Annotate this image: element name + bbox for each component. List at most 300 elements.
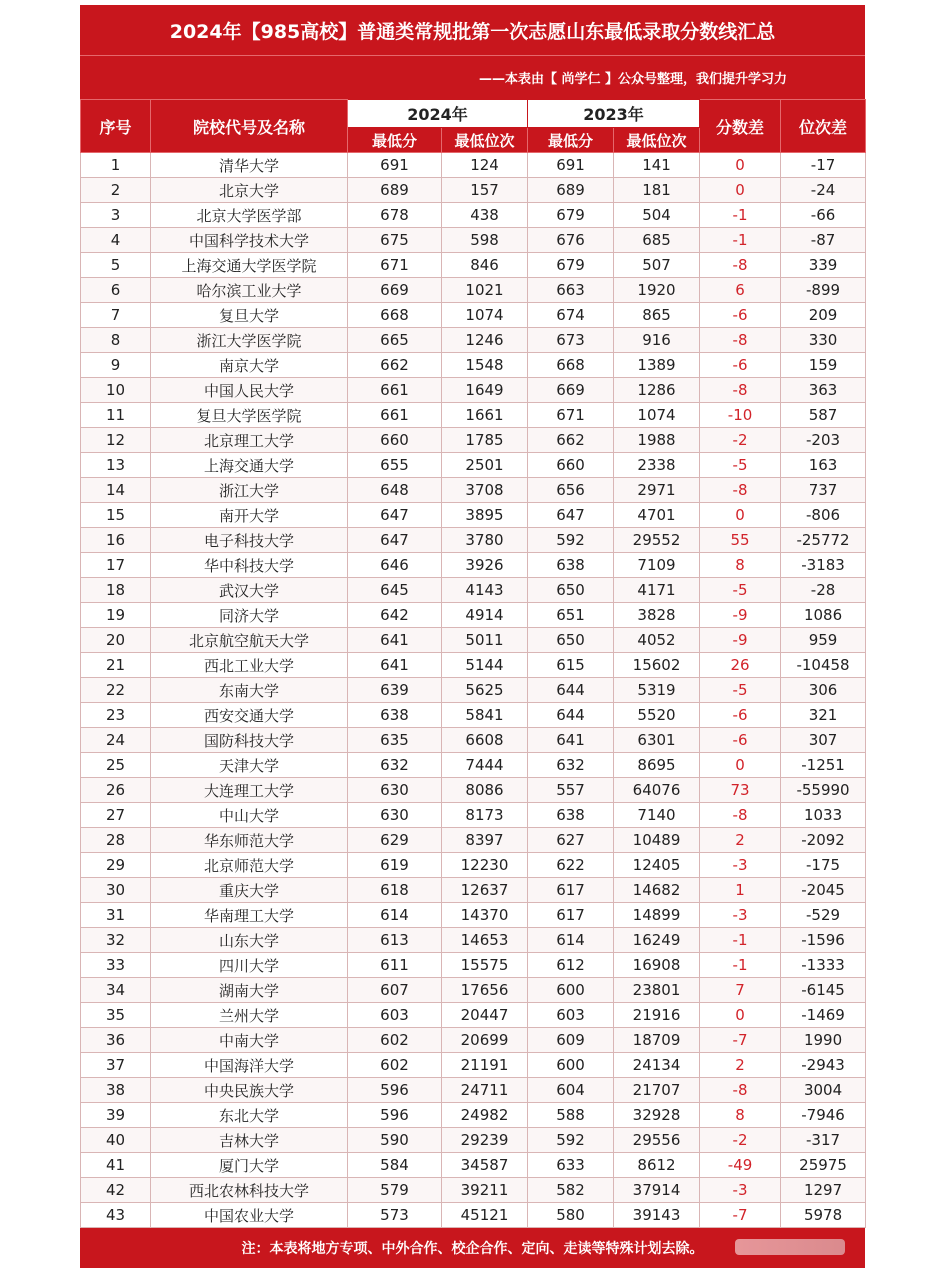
rank-diff: -25772: [781, 528, 866, 553]
min-rank-2024: 1661: [442, 403, 528, 428]
score-diff: 73: [700, 778, 781, 803]
min-score-2024: 635: [348, 728, 442, 753]
min-rank-2023: 5520: [614, 703, 700, 728]
row-index: 34: [81, 978, 151, 1003]
score-diff: -6: [700, 728, 781, 753]
min-score-2023: 615: [528, 653, 614, 678]
min-rank-2024: 8086: [442, 778, 528, 803]
min-rank-2023: 15602: [614, 653, 700, 678]
school-name: 山东大学: [151, 928, 348, 953]
score-diff: 0: [700, 503, 781, 528]
row-index: 26: [81, 778, 151, 803]
score-diff: -8: [700, 378, 781, 403]
school-name: 兰州大学: [151, 1003, 348, 1028]
min-rank-2024: 6608: [442, 728, 528, 753]
min-rank-2024: 438: [442, 203, 528, 228]
rank-diff: -55990: [781, 778, 866, 803]
score-diff: -2: [700, 428, 781, 453]
header-min-score-2023: 最低分: [528, 128, 614, 153]
min-rank-2023: 685: [614, 228, 700, 253]
min-score-2023: 674: [528, 303, 614, 328]
min-score-2023: 632: [528, 753, 614, 778]
min-rank-2023: 5319: [614, 678, 700, 703]
school-name: 北京大学: [151, 178, 348, 203]
school-name: 南京大学: [151, 353, 348, 378]
school-name: 中山大学: [151, 803, 348, 828]
min-rank-2023: 21707: [614, 1078, 700, 1103]
score-diff: -3: [700, 853, 781, 878]
school-name: 浙江大学医学院: [151, 328, 348, 353]
school-name: 华中科技大学: [151, 553, 348, 578]
min-rank-2023: 507: [614, 253, 700, 278]
table-row: [81, 303, 866, 328]
min-score-2024: 596: [348, 1103, 442, 1128]
min-score-2023: 609: [528, 1028, 614, 1053]
school-name: 湖南大学: [151, 978, 348, 1003]
min-score-2023: 641: [528, 728, 614, 753]
score-diff: -49: [700, 1153, 781, 1178]
table-row: [81, 278, 866, 303]
school-name: 北京大学医学部: [151, 203, 348, 228]
min-rank-2024: 39211: [442, 1178, 528, 1203]
min-score-2023: 592: [528, 528, 614, 553]
min-rank-2023: 2971: [614, 478, 700, 503]
rank-diff: -899: [781, 278, 866, 303]
table-row: [81, 478, 866, 503]
min-rank-2024: 1785: [442, 428, 528, 453]
min-score-2023: 580: [528, 1203, 614, 1228]
min-rank-2024: 45121: [442, 1203, 528, 1228]
min-rank-2024: 157: [442, 178, 528, 203]
rank-diff: -28: [781, 578, 866, 603]
min-rank-2023: 141: [614, 153, 700, 178]
min-rank-2023: 8695: [614, 753, 700, 778]
score-diff: -5: [700, 453, 781, 478]
score-diff: 0: [700, 753, 781, 778]
row-index: 19: [81, 603, 151, 628]
min-score-2023: 673: [528, 328, 614, 353]
score-diff: -6: [700, 703, 781, 728]
min-rank-2024: 20699: [442, 1028, 528, 1053]
table-row: [81, 503, 866, 528]
min-rank-2023: 16908: [614, 953, 700, 978]
header-rank-diff: 位次差: [781, 100, 866, 153]
min-score-2024: 647: [348, 528, 442, 553]
min-rank-2023: 4052: [614, 628, 700, 653]
header-school: 院校代号及名称: [151, 100, 348, 153]
score-diff: 0: [700, 153, 781, 178]
min-score-2023: 650: [528, 628, 614, 653]
row-index: 25: [81, 753, 151, 778]
min-rank-2023: 3828: [614, 603, 700, 628]
min-score-2023: 600: [528, 978, 614, 1003]
score-diff: -10: [700, 403, 781, 428]
rank-diff: 307: [781, 728, 866, 753]
score-diff: -5: [700, 578, 781, 603]
min-score-2024: 629: [348, 828, 442, 853]
rank-diff: 1297: [781, 1178, 866, 1203]
table-row: [81, 853, 866, 878]
school-name: 吉林大学: [151, 1128, 348, 1153]
min-rank-2023: 14682: [614, 878, 700, 903]
min-score-2024: 573: [348, 1203, 442, 1228]
rank-diff: -317: [781, 1128, 866, 1153]
score-diff: 0: [700, 178, 781, 203]
table-row: [81, 903, 866, 928]
school-name: 东北大学: [151, 1103, 348, 1128]
min-score-2023: 668: [528, 353, 614, 378]
row-index: 29: [81, 853, 151, 878]
min-rank-2024: 846: [442, 253, 528, 278]
min-rank-2023: 37914: [614, 1178, 700, 1203]
rank-diff: -2045: [781, 878, 866, 903]
score-table: [80, 99, 866, 1228]
table-row: [81, 878, 866, 903]
min-score-2023: 676: [528, 228, 614, 253]
min-score-2024: 641: [348, 653, 442, 678]
min-rank-2024: 5144: [442, 653, 528, 678]
min-rank-2023: 2338: [614, 453, 700, 478]
table-row: [81, 803, 866, 828]
score-diff: -8: [700, 803, 781, 828]
row-index: 32: [81, 928, 151, 953]
min-rank-2023: 12405: [614, 853, 700, 878]
min-rank-2024: 14370: [442, 903, 528, 928]
row-index: 43: [81, 1203, 151, 1228]
min-rank-2024: 15575: [442, 953, 528, 978]
min-score-2024: 619: [348, 853, 442, 878]
min-score-2024: 647: [348, 503, 442, 528]
min-score-2023: 662: [528, 428, 614, 453]
min-rank-2024: 5011: [442, 628, 528, 653]
min-score-2024: 641: [348, 628, 442, 653]
rank-diff: 306: [781, 678, 866, 703]
score-diff: -2: [700, 1128, 781, 1153]
row-index: 10: [81, 378, 151, 403]
row-index: 1: [81, 153, 151, 178]
table-row: [81, 353, 866, 378]
min-rank-2024: 12230: [442, 853, 528, 878]
school-name: 华南理工大学: [151, 903, 348, 928]
rank-diff: 163: [781, 453, 866, 478]
score-diff: -7: [700, 1028, 781, 1053]
score-diff: 6: [700, 278, 781, 303]
min-score-2023: 656: [528, 478, 614, 503]
min-score-2023: 600: [528, 1053, 614, 1078]
rank-diff: -1333: [781, 953, 866, 978]
min-score-2024: 632: [348, 753, 442, 778]
min-rank-2024: 12637: [442, 878, 528, 903]
table-row: [81, 728, 866, 753]
score-diff: 2: [700, 1053, 781, 1078]
table-row: [81, 553, 866, 578]
row-index: 23: [81, 703, 151, 728]
table-row: [81, 778, 866, 803]
min-rank-2024: 7444: [442, 753, 528, 778]
min-rank-2024: 124: [442, 153, 528, 178]
table-row: [81, 403, 866, 428]
row-index: 42: [81, 1178, 151, 1203]
rank-diff: 321: [781, 703, 866, 728]
min-score-2024: 669: [348, 278, 442, 303]
table-row: [81, 678, 866, 703]
min-rank-2023: 1988: [614, 428, 700, 453]
score-diff: 55: [700, 528, 781, 553]
school-name: 重庆大学: [151, 878, 348, 903]
table-row: [81, 428, 866, 453]
min-rank-2024: 24982: [442, 1103, 528, 1128]
min-score-2023: 588: [528, 1103, 614, 1128]
min-score-2023: 603: [528, 1003, 614, 1028]
min-rank-2023: 865: [614, 303, 700, 328]
school-name: 中央民族大学: [151, 1078, 348, 1103]
min-score-2023: 604: [528, 1078, 614, 1103]
min-rank-2024: 3895: [442, 503, 528, 528]
min-rank-2023: 24134: [614, 1053, 700, 1078]
school-name: 北京航空航天大学: [151, 628, 348, 653]
table-row: [81, 153, 866, 178]
score-diff: -8: [700, 1078, 781, 1103]
min-score-2024: 662: [348, 353, 442, 378]
min-score-2024: 630: [348, 803, 442, 828]
min-rank-2023: 504: [614, 203, 700, 228]
rank-diff: -806: [781, 503, 866, 528]
score-diff: 2: [700, 828, 781, 853]
table-row: [81, 528, 866, 553]
school-name: 厦门大学: [151, 1153, 348, 1178]
score-diff: -9: [700, 603, 781, 628]
school-name: 四川大学: [151, 953, 348, 978]
row-index: 30: [81, 878, 151, 903]
min-rank-2023: 32928: [614, 1103, 700, 1128]
score-diff: -8: [700, 253, 781, 278]
min-score-2024: 630: [348, 778, 442, 803]
rank-diff: 5978: [781, 1203, 866, 1228]
min-rank-2023: 8612: [614, 1153, 700, 1178]
table-row: [81, 653, 866, 678]
rank-diff: 3004: [781, 1078, 866, 1103]
score-diff: -7: [700, 1203, 781, 1228]
min-rank-2024: 598: [442, 228, 528, 253]
min-score-2023: 660: [528, 453, 614, 478]
row-index: 36: [81, 1028, 151, 1053]
watermark-logo: [735, 1239, 845, 1255]
school-name: 同济大学: [151, 603, 348, 628]
min-score-2023: 638: [528, 553, 614, 578]
score-diff: 26: [700, 653, 781, 678]
rank-diff: -203: [781, 428, 866, 453]
min-score-2024: 691: [348, 153, 442, 178]
min-score-2024: 590: [348, 1128, 442, 1153]
score-diff: 1: [700, 878, 781, 903]
rank-diff: -2092: [781, 828, 866, 853]
min-score-2024: 648: [348, 478, 442, 503]
min-rank-2024: 5841: [442, 703, 528, 728]
header-min-rank-2024: 最低位次: [442, 128, 528, 153]
min-rank-2024: 3926: [442, 553, 528, 578]
rank-diff: -87: [781, 228, 866, 253]
header-min-rank-2023: 最低位次: [614, 128, 700, 153]
table-row: [81, 328, 866, 353]
min-rank-2023: 181: [614, 178, 700, 203]
min-score-2024: 642: [348, 603, 442, 628]
min-score-2023: 614: [528, 928, 614, 953]
score-diff: 7: [700, 978, 781, 1003]
min-score-2024: 584: [348, 1153, 442, 1178]
min-rank-2024: 1649: [442, 378, 528, 403]
school-name: 复旦大学: [151, 303, 348, 328]
min-score-2024: 668: [348, 303, 442, 328]
min-score-2024: 665: [348, 328, 442, 353]
min-rank-2024: 4914: [442, 603, 528, 628]
min-rank-2024: 4143: [442, 578, 528, 603]
min-rank-2023: 1389: [614, 353, 700, 378]
row-index: 33: [81, 953, 151, 978]
row-index: 20: [81, 628, 151, 653]
school-name: 中国科学技术大学: [151, 228, 348, 253]
rank-diff: -66: [781, 203, 866, 228]
min-score-2023: 612: [528, 953, 614, 978]
min-rank-2024: 2501: [442, 453, 528, 478]
rank-diff: -1596: [781, 928, 866, 953]
rank-diff: 25975: [781, 1153, 866, 1178]
footer-note: [80, 1228, 865, 1268]
rank-diff: 587: [781, 403, 866, 428]
table-row: [81, 753, 866, 778]
min-score-2023: 691: [528, 153, 614, 178]
row-index: 3: [81, 203, 151, 228]
min-rank-2023: 29552: [614, 528, 700, 553]
table-row: [81, 603, 866, 628]
min-score-2024: 678: [348, 203, 442, 228]
score-diff: -6: [700, 303, 781, 328]
min-score-2023: 679: [528, 253, 614, 278]
school-name: 武汉大学: [151, 578, 348, 603]
row-index: 14: [81, 478, 151, 503]
school-name: 北京理工大学: [151, 428, 348, 453]
rank-diff: -10458: [781, 653, 866, 678]
min-rank-2024: 3708: [442, 478, 528, 503]
rank-diff: -3183: [781, 553, 866, 578]
table-row: [81, 1078, 866, 1103]
min-rank-2023: 23801: [614, 978, 700, 1003]
min-score-2023: 627: [528, 828, 614, 853]
school-name: 南开大学: [151, 503, 348, 528]
min-score-2024: 614: [348, 903, 442, 928]
score-sheet: [80, 5, 865, 1268]
min-score-2024: 618: [348, 878, 442, 903]
table-row: [81, 928, 866, 953]
min-rank-2023: 18709: [614, 1028, 700, 1053]
header-min-score-2024: 最低分: [348, 128, 442, 153]
rank-diff: 363: [781, 378, 866, 403]
min-rank-2023: 21916: [614, 1003, 700, 1028]
header-index: 序号: [81, 100, 151, 153]
min-rank-2023: 1286: [614, 378, 700, 403]
min-score-2023: 557: [528, 778, 614, 803]
min-rank-2024: 29239: [442, 1128, 528, 1153]
table-row: [81, 203, 866, 228]
min-rank-2024: 14653: [442, 928, 528, 953]
min-rank-2024: 34587: [442, 1153, 528, 1178]
row-index: 21: [81, 653, 151, 678]
min-score-2023: 617: [528, 903, 614, 928]
min-score-2024: 645: [348, 578, 442, 603]
table-row: [81, 228, 866, 253]
min-score-2024: 646: [348, 553, 442, 578]
min-rank-2023: 10489: [614, 828, 700, 853]
min-score-2023: 644: [528, 678, 614, 703]
row-index: 12: [81, 428, 151, 453]
min-score-2023: 671: [528, 403, 614, 428]
table-row: [81, 1153, 866, 1178]
min-score-2023: 622: [528, 853, 614, 878]
table-row: [81, 1003, 866, 1028]
row-index: 17: [81, 553, 151, 578]
table-row: [81, 453, 866, 478]
min-score-2023: 592: [528, 1128, 614, 1153]
table-row: [81, 703, 866, 728]
school-name: 哈尔滨工业大学: [151, 278, 348, 303]
row-index: 41: [81, 1153, 151, 1178]
rank-diff: 330: [781, 328, 866, 353]
min-rank-2024: 1246: [442, 328, 528, 353]
table-row: [81, 1128, 866, 1153]
min-score-2023: 647: [528, 503, 614, 528]
min-rank-2023: 7109: [614, 553, 700, 578]
row-index: 8: [81, 328, 151, 353]
row-index: 2: [81, 178, 151, 203]
min-rank-2024: 1021: [442, 278, 528, 303]
min-score-2023: 669: [528, 378, 614, 403]
rank-diff: -24: [781, 178, 866, 203]
row-index: 6: [81, 278, 151, 303]
rank-diff: -529: [781, 903, 866, 928]
rank-diff: 209: [781, 303, 866, 328]
row-index: 16: [81, 528, 151, 553]
school-name: 中南大学: [151, 1028, 348, 1053]
min-score-2023: 651: [528, 603, 614, 628]
row-index: 27: [81, 803, 151, 828]
table-row: [81, 1028, 866, 1053]
rank-diff: 1086: [781, 603, 866, 628]
min-rank-2024: 24711: [442, 1078, 528, 1103]
score-diff: -3: [700, 1178, 781, 1203]
min-rank-2024: 21191: [442, 1053, 528, 1078]
min-rank-2024: 8173: [442, 803, 528, 828]
school-name: 上海交通大学医学院: [151, 253, 348, 278]
score-diff: -1: [700, 203, 781, 228]
min-rank-2023: 1074: [614, 403, 700, 428]
school-name: 华东师范大学: [151, 828, 348, 853]
school-name: 大连理工大学: [151, 778, 348, 803]
min-score-2024: 596: [348, 1078, 442, 1103]
rank-diff: -2943: [781, 1053, 866, 1078]
row-index: 5: [81, 253, 151, 278]
school-name: 中国人民大学: [151, 378, 348, 403]
min-rank-2024: 17656: [442, 978, 528, 1003]
min-score-2023: 679: [528, 203, 614, 228]
table-row: [81, 828, 866, 853]
school-name: 东南大学: [151, 678, 348, 703]
table-row: [81, 1203, 866, 1228]
min-score-2023: 663: [528, 278, 614, 303]
min-rank-2024: 20447: [442, 1003, 528, 1028]
table-row: [81, 1103, 866, 1128]
min-score-2023: 689: [528, 178, 614, 203]
table-row: [81, 1178, 866, 1203]
row-index: 7: [81, 303, 151, 328]
